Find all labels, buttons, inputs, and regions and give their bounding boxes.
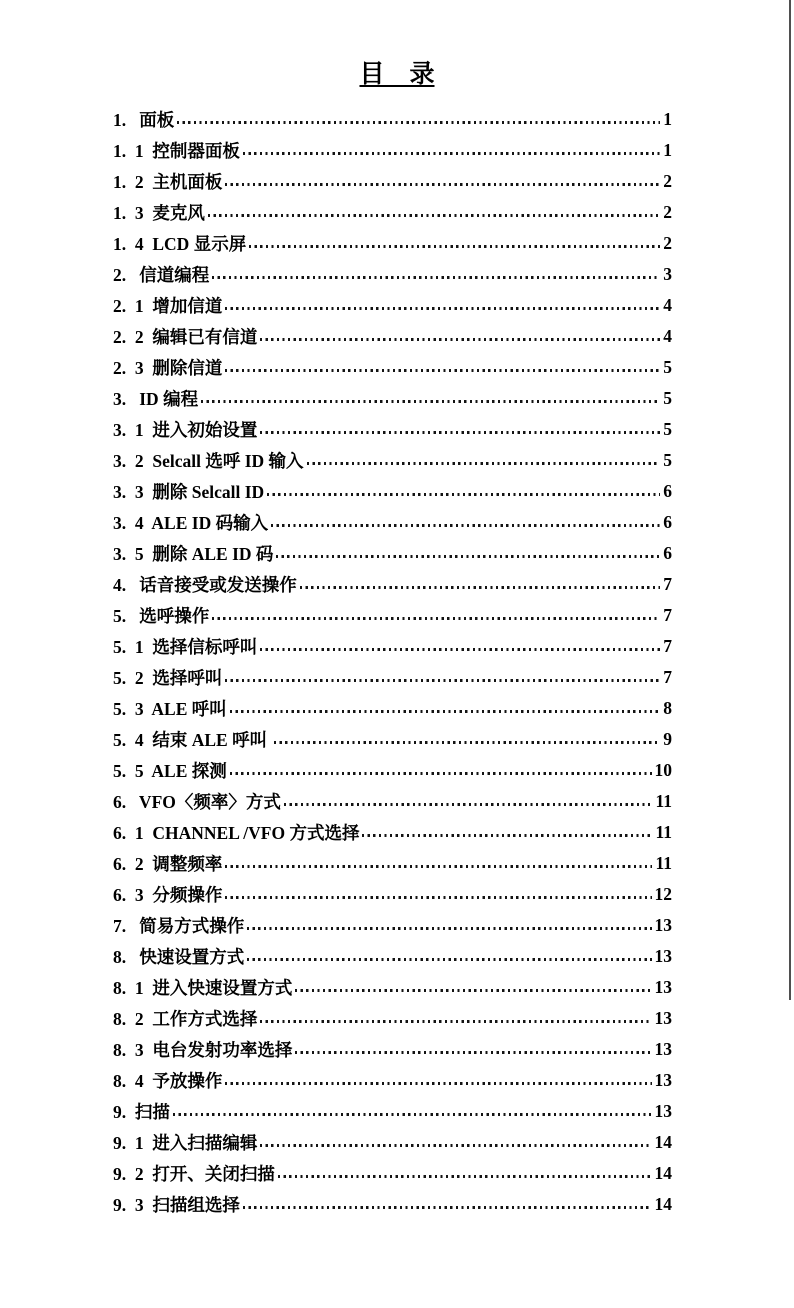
toc-entry-label: 6. VFO〈频率〉方式 (113, 792, 281, 812)
toc-entry-label: 6. 3 分频操作 (113, 885, 223, 905)
toc-entry-page: 8 (663, 698, 672, 718)
toc-entry-label: 6. 2 调整频率 (113, 854, 223, 874)
toc-entry-page: 6 (663, 543, 672, 563)
dot-leader (257, 631, 663, 662)
page-edge-line (789, 0, 791, 1000)
toc-entry (113, 414, 672, 445)
dot-leader (257, 321, 663, 352)
dot-leader (198, 383, 663, 414)
toc-entry-label: 4. 话音接受或发送操作 (113, 575, 297, 595)
toc-entry-page: 7 (663, 667, 672, 687)
dot-leader (240, 135, 663, 166)
toc-entry (113, 631, 672, 662)
toc-entry (113, 662, 672, 693)
toc-entry-label: 5. 1 选择信标呼叫 (113, 637, 258, 657)
toc-entry (113, 755, 672, 786)
toc-entry-page: 13 (654, 1008, 672, 1028)
toc-entry-page: 13 (654, 915, 672, 935)
dot-leader (222, 848, 655, 879)
toc-entry-label: 1. 2 主机面板 (113, 172, 223, 192)
toc-entry-page: 14 (654, 1163, 672, 1183)
toc-entry-page: 13 (654, 1070, 672, 1090)
dot-leader (170, 1096, 655, 1127)
dot-leader (222, 290, 663, 321)
dot-leader (222, 352, 663, 383)
toc-list (113, 104, 672, 1220)
toc-entry-label: 3. 1 进入初始设置 (113, 420, 258, 440)
dot-leader (359, 817, 655, 848)
toc-entry (113, 507, 672, 538)
dot-leader (268, 507, 663, 538)
toc-entry (113, 569, 672, 600)
toc-entry-page: 7 (663, 636, 672, 656)
toc-entry (113, 538, 672, 569)
toc-entry-label: 8. 2 工作方式选择 (113, 1009, 258, 1029)
toc-entry-page: 2 (663, 202, 672, 222)
toc-entry-label: 1. 面板 (113, 110, 175, 130)
toc-entry (113, 600, 672, 631)
toc-entry-label: 8. 1 进入快速设置方式 (113, 978, 293, 998)
toc-entry-page: 11 (655, 791, 672, 811)
toc-entry (113, 1189, 672, 1220)
dot-leader (240, 1189, 655, 1220)
toc-entry (113, 972, 672, 1003)
dot-leader (227, 755, 655, 786)
toc-entry (113, 1065, 672, 1096)
toc-entry-label: 2. 信道编程 (113, 265, 210, 285)
toc-entry-label: 6. 1 CHANNEL /VFO 方式选择 (113, 823, 360, 843)
dot-leader (292, 972, 654, 1003)
toc-entry-label: 3. ID 编程 (113, 389, 199, 409)
toc-entry (113, 1158, 672, 1189)
toc-entry-page: 5 (663, 357, 672, 377)
dot-leader (209, 600, 663, 631)
toc-entry-page: 13 (654, 1039, 672, 1059)
toc-entry-page: 12 (654, 884, 672, 904)
dot-leader (271, 724, 663, 755)
toc-entry (113, 445, 672, 476)
toc-entry-label: 1. 1 控制器面板 (113, 141, 240, 161)
toc-entry-page: 13 (654, 977, 672, 997)
toc-entry (113, 104, 672, 135)
toc-entry (113, 879, 672, 910)
toc-entry (113, 1034, 672, 1065)
toc-entry-label: 8. 4 予放操作 (113, 1071, 223, 1091)
toc-entry-label: 8. 3 电台发射功率选择 (113, 1040, 293, 1060)
dot-leader (174, 104, 663, 135)
toc-entry-label: 9. 3 扫描组选择 (113, 1195, 240, 1215)
toc-entry-page: 7 (663, 574, 672, 594)
dot-leader (257, 414, 663, 445)
toc-entry-label: 3. 3 删除 Selcall ID (113, 482, 265, 502)
toc-entry (113, 135, 672, 166)
toc-entry (113, 228, 672, 259)
toc-entry (113, 321, 672, 352)
toc-entry-label: 7. 简易方式操作 (113, 916, 245, 936)
dot-leader (257, 1127, 654, 1158)
toc-entry-label: 3. 4 ALE ID 码输入 (113, 513, 269, 533)
toc-entry-label: 3. 5 删除 ALE ID 码 (113, 544, 274, 564)
dot-leader (222, 662, 663, 693)
toc-entry-page: 13 (654, 946, 672, 966)
dot-leader (281, 786, 656, 817)
dot-leader (222, 1065, 654, 1096)
dot-leader (246, 228, 663, 259)
dot-leader (222, 879, 654, 910)
toc-entry-page: 4 (663, 326, 672, 346)
toc-entry-label: 2. 2 编辑已有信道 (113, 327, 258, 347)
dot-leader (205, 197, 663, 228)
toc-entry (113, 848, 672, 879)
page-title: 目 录 (359, 61, 435, 88)
toc-entry (113, 197, 672, 228)
dot-leader (244, 941, 654, 972)
toc-entry-label: 8. 快速设置方式 (113, 947, 245, 967)
toc-entry (113, 1003, 672, 1034)
toc-entry (113, 817, 672, 848)
toc-entry-page: 6 (663, 481, 672, 501)
toc-entry-page: 5 (663, 450, 672, 470)
toc-entry-page: 2 (663, 233, 672, 253)
toc-entry-page: 14 (654, 1194, 672, 1214)
toc-entry (113, 724, 672, 755)
toc-entry-page: 9 (663, 729, 672, 749)
toc-entry-label: 2. 1 增加信道 (113, 296, 223, 316)
dot-leader (297, 569, 664, 600)
toc-entry-page: 11 (655, 853, 672, 873)
toc-entry-label: 9. 扫描 (113, 1102, 170, 1122)
toc-entry (113, 910, 672, 941)
toc-entry-label: 9. 2 打开、关闭扫描 (113, 1164, 275, 1184)
toc-entry-page: 7 (663, 605, 672, 625)
toc-entry-page: 14 (654, 1132, 672, 1152)
toc-entry-label: 5. 4 结束 ALE 呼叫 (113, 730, 272, 750)
toc-entry-page: 4 (663, 295, 672, 315)
toc-entry-label: 3. 2 Selcall 选呼 ID 输入 (113, 451, 304, 471)
toc-entry-label: 5. 5 ALE 探测 (113, 761, 227, 781)
toc-entry-page: 5 (663, 419, 672, 439)
toc-entry-page: 10 (654, 760, 672, 780)
toc-entry-label: 5. 选呼操作 (113, 606, 210, 626)
dot-leader (209, 259, 663, 290)
toc-entry-label: 1. 4 LCD 显示屏 (113, 234, 247, 254)
toc-entry (113, 476, 672, 507)
toc-entry (113, 1096, 672, 1127)
toc-entry-page: 2 (663, 171, 672, 191)
toc-entry-page: 6 (663, 512, 672, 532)
dot-leader (275, 1158, 655, 1189)
toc-entry-label: 9. 1 进入扫描编辑 (113, 1133, 258, 1153)
dot-leader (222, 166, 663, 197)
dot-leader (292, 1034, 654, 1065)
dot-leader (304, 445, 664, 476)
toc-entry-label: 5. 2 选择呼叫 (113, 668, 223, 688)
dot-leader (257, 1003, 654, 1034)
toc-entry-page: 1 (663, 140, 672, 160)
toc-entry (113, 786, 672, 817)
toc-entry-page: 11 (655, 822, 672, 842)
dot-leader (244, 910, 654, 941)
toc-entry-label: 2. 3 删除信道 (113, 358, 223, 378)
toc-entry (113, 941, 672, 972)
toc-entry-label: 1. 3 麦克风 (113, 203, 205, 223)
toc-entry-label: 5. 3 ALE 呼叫 (113, 699, 227, 719)
toc-entry (113, 1127, 672, 1158)
toc-entry-page: 1 (663, 109, 672, 129)
toc-entry (113, 290, 672, 321)
dot-leader (227, 693, 663, 724)
toc-entry-page: 5 (663, 388, 672, 408)
toc-entry (113, 383, 672, 414)
toc-entry-page: 3 (663, 264, 672, 284)
toc-entry (113, 352, 672, 383)
toc-entry (113, 259, 672, 290)
toc-entry (113, 166, 672, 197)
toc-entry (113, 693, 672, 724)
toc-entry-page: 13 (654, 1101, 672, 1121)
dot-leader (264, 476, 663, 507)
dot-leader (273, 538, 663, 569)
